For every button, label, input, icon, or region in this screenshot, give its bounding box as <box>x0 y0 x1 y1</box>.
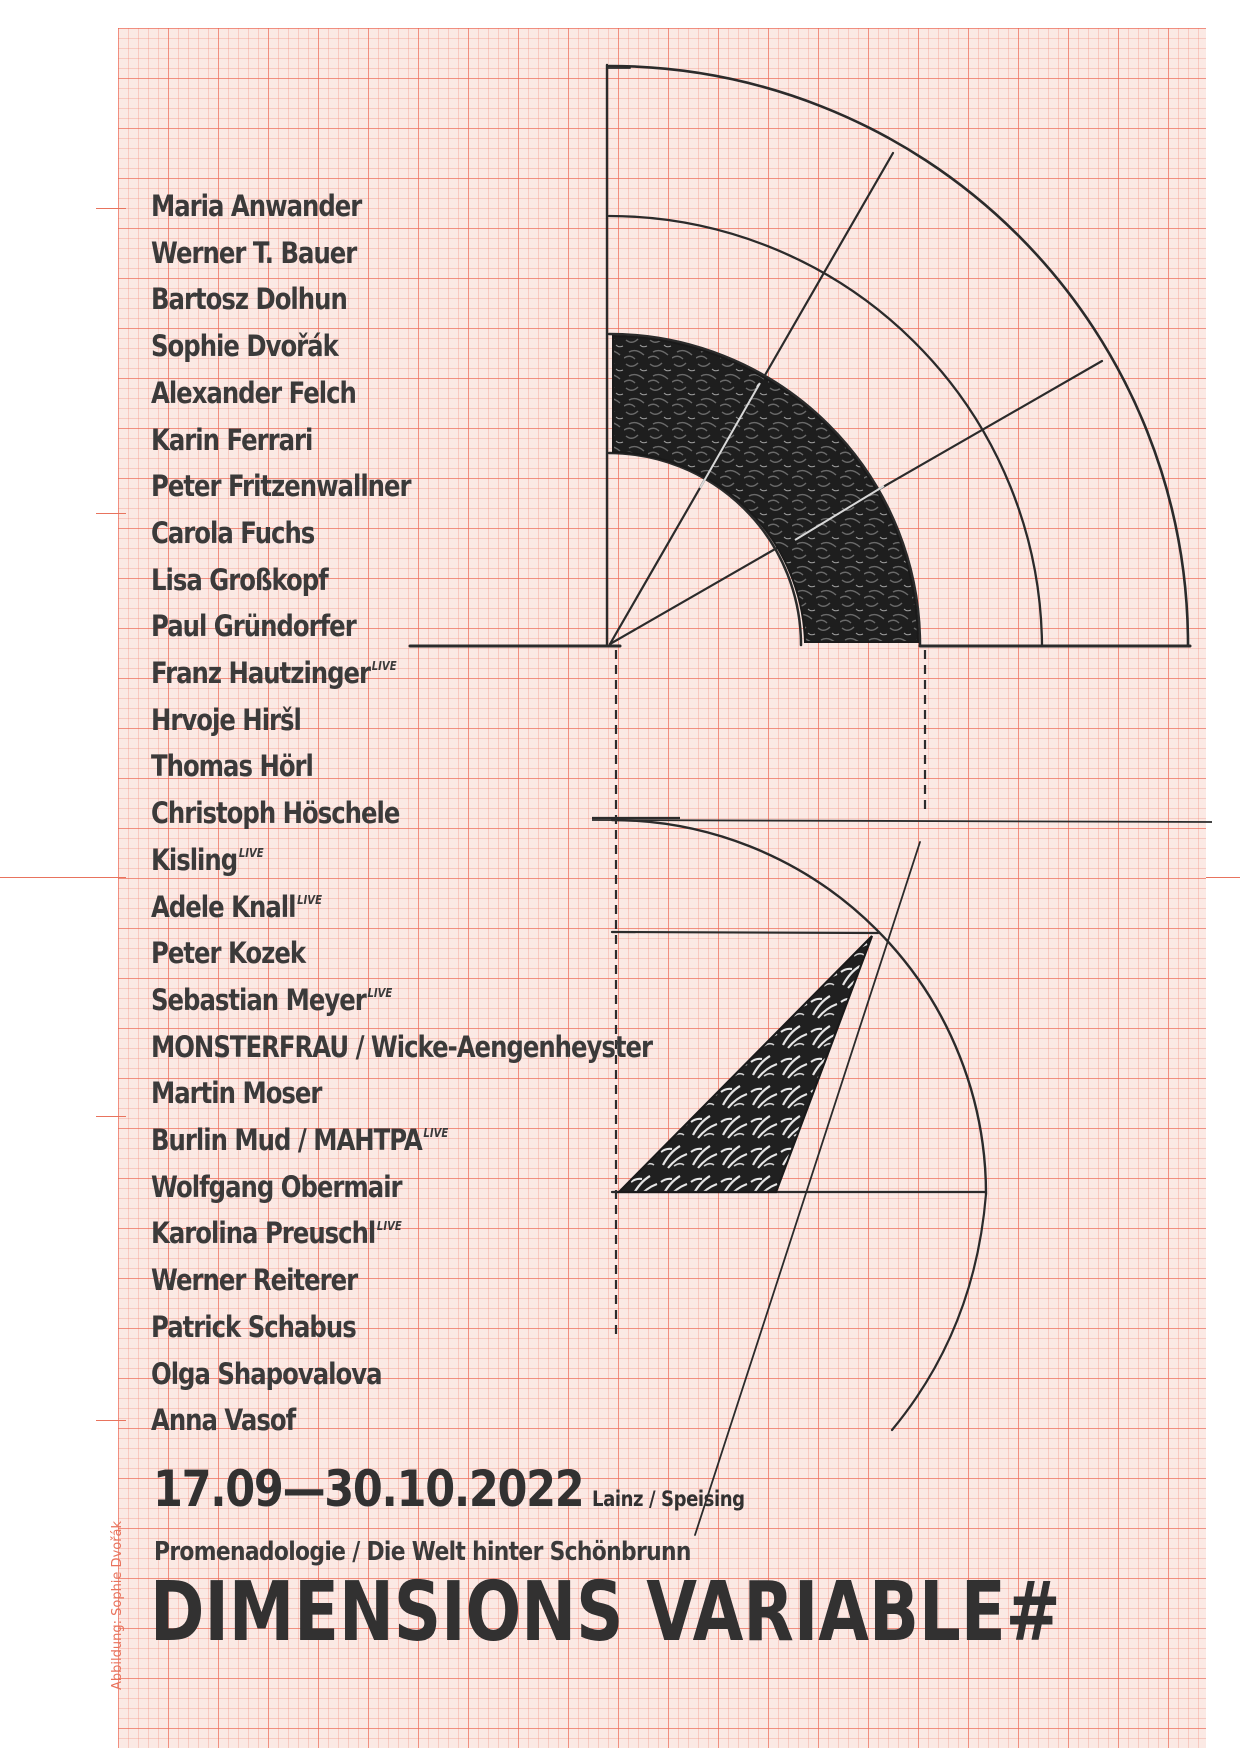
event-location: Lainz / Speising <box>592 1487 745 1511</box>
artist-name: Carola Fuchs <box>151 515 315 550</box>
artist-name: Karolina Preuschl $^{LIVE}$ <box>151 1216 402 1251</box>
exhibition-title: DIMENSIONS VARIABLE# <box>150 1565 1061 1660</box>
event-dates <box>153 1460 745 1518</box>
artist-name: Patrick Schabus <box>151 1309 356 1344</box>
artist-name: Maria Anwander <box>151 189 362 223</box>
live-tag: LIVE <box>376 1219 402 1234</box>
artist-name: Adele Knall $^{LIVE}$ <box>151 889 322 924</box>
artist-name: Thomas Hörl <box>151 749 313 784</box>
artist-name: Martin Moser <box>151 1076 322 1111</box>
artist-name: Anna Vasof <box>151 1403 296 1438</box>
image-credit: Abbildung: Sophie Dvořák <box>110 1520 125 1690</box>
artist-name: Sophie Dvořák <box>151 329 338 364</box>
artist-name: Burlin Mud / MAHTPA $^{LIVE}$ <box>151 1123 449 1158</box>
live-tag: LIVE <box>423 1126 449 1141</box>
event-subtitle: Promenadologie / Die Welt hinter Schönbrunn <box>154 1537 691 1567</box>
live-tag: LIVE <box>238 845 264 860</box>
artist-name: Wolfgang Obermair <box>151 1169 402 1204</box>
artist-name: Peter Kozek <box>151 936 306 971</box>
artist-name: MONSTERFRAU / Wicke-Aengenheyster <box>151 1029 653 1064</box>
artist-name: Paul Gründorfer <box>151 609 356 644</box>
artist-name: Alexander Felch <box>151 375 356 410</box>
date-range: 17.09—30.10.2022 <box>153 1460 584 1518</box>
artist-name: Franz Hautzinger $^{LIVE}$ <box>151 656 397 691</box>
artist-name: Olga Shapovalova <box>151 1356 382 1391</box>
artist-name: Bartosz Dolhun <box>151 282 347 317</box>
artist-name: Werner T. Bauer <box>151 235 357 270</box>
artist-name: Hrvoje Hiršl <box>151 702 301 737</box>
artist-name: Peter Fritzenwallner <box>151 469 411 504</box>
live-tag: LIVE <box>371 659 397 674</box>
artist-name: Sebastian Meyer $^{LIVE}$ <box>151 982 393 1017</box>
live-tag: LIVE <box>297 892 322 907</box>
artist-name: Lisa Großkopf <box>151 562 328 597</box>
artist-list <box>151 180 750 1441</box>
live-tag: LIVE <box>367 985 393 1000</box>
artist-name: Kisling $^{LIVE}$ <box>151 842 264 877</box>
artist-name: Werner Reiterer <box>151 1263 358 1298</box>
artist-name: Christoph Höschele <box>151 796 400 831</box>
artist-name: Karin Ferrari <box>151 422 313 457</box>
